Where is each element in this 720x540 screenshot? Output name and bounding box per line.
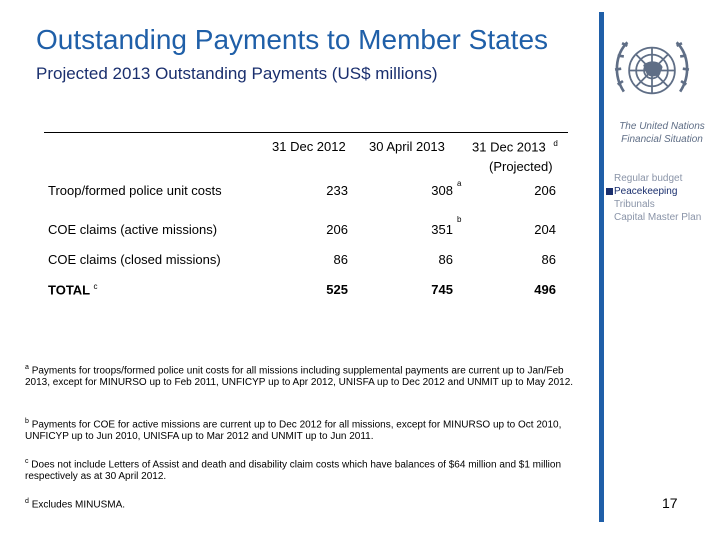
sidebar-nav bbox=[606, 172, 720, 224]
cell-total-dec-2013: 496 bbox=[534, 282, 556, 297]
column-subheader-projected: (Projected) bbox=[489, 159, 553, 174]
footnote-a-text: Payments for troops/formed police unit costs for all missions including supplemental payments are current up to Jan/Feb 2013, except for MINURSO up to Feb 2011, UNFICYP up to Apr 2012, UNISFA up to Dec 2012 and UNMIT up to May 2012. bbox=[25, 365, 574, 389]
total-label: TOTAL bbox=[48, 282, 90, 298]
footnote-d-marker: d bbox=[25, 498, 29, 505]
cell-coe-active-april-2013: 351 bbox=[431, 222, 453, 237]
sidebar-item-peacekeeping[interactable]: Peacekeeping bbox=[606, 185, 720, 198]
column-header-dec-2013-label: 31 Dec 2013 bbox=[472, 139, 546, 155]
sidebar-item-tribunals[interactable]: Tribunals bbox=[614, 199, 655, 210]
vertical-divider bbox=[599, 12, 604, 522]
row-label-coe-closed: COE claims (closed missions) bbox=[48, 252, 221, 267]
footnote-c-marker: c bbox=[25, 458, 29, 465]
row-label-troop-costs: Troop/formed police unit costs bbox=[48, 183, 222, 198]
cell-coe-closed-dec-2013: 86 bbox=[541, 252, 556, 267]
footnote-b-text: Payments for COE for active missions are current up to Dec 2012 for all missions, except for MINURSO up to Oct 2010, UNFICYP up to Jun 2010, UNISFA up to Mar 2012 and UNMIT up to Jun 2011. bbox=[25, 419, 562, 443]
footnote-marker-d: d bbox=[553, 139, 558, 148]
footnote-c bbox=[25, 456, 580, 483]
sidebar-item-capital-master-plan[interactable]: Capital Master Plan bbox=[614, 212, 702, 223]
column-header-dec-2012: 31 Dec 2012 bbox=[272, 139, 346, 154]
cell-troop-dec-2012: 233 bbox=[326, 183, 348, 198]
footnote-marker-a: a bbox=[457, 179, 462, 188]
footnote-b-marker: b bbox=[25, 418, 29, 425]
row-label-total bbox=[48, 282, 98, 297]
cell-coe-active-dec-2012: 206 bbox=[326, 222, 348, 237]
cell-coe-closed-april-2013: 86 bbox=[438, 252, 453, 267]
footnote-marker-c: c bbox=[93, 282, 98, 291]
cell-coe-closed-dec-2012: 86 bbox=[333, 252, 348, 267]
page-number: 17 bbox=[662, 495, 678, 511]
footnote-c-text: Does not include Letters of Assist and death and disability claim costs which have balances of $64 million and $1 million respectively as at 30 April 2012. bbox=[25, 459, 562, 483]
cell-total-april-2013: 745 bbox=[431, 282, 453, 297]
column-header-dec-2013 bbox=[472, 139, 558, 154]
sidebar-title: The United Nations Financial Situation bbox=[619, 121, 705, 145]
footnote-b bbox=[25, 416, 580, 443]
table-top-rule bbox=[44, 132, 568, 133]
cell-coe-active-dec-2013: 204 bbox=[534, 222, 556, 237]
sidebar-item-regular-budget[interactable]: Regular budget bbox=[614, 173, 683, 184]
column-header-april-2013: 30 April 2013 bbox=[369, 139, 445, 154]
cell-total-dec-2012: 525 bbox=[326, 282, 348, 297]
row-label-coe-active: COE claims (active missions) bbox=[48, 222, 218, 237]
footnote-d-text: Excludes MINUSMA. bbox=[31, 499, 126, 511]
footnote-marker-b: b bbox=[457, 215, 462, 224]
cell-troop-dec-2013: 206 bbox=[534, 183, 556, 198]
cell-troop-april-2013: 308 bbox=[431, 183, 453, 198]
un-emblem-icon bbox=[608, 30, 696, 118]
page-title: Outstanding Payments to Member States bbox=[36, 24, 549, 55]
page-subtitle: Projected 2013 Outstanding Payments (US$ millions) bbox=[36, 64, 438, 83]
footnote-a-marker: a bbox=[25, 364, 29, 371]
footnote-a bbox=[25, 362, 580, 389]
footnote-d bbox=[25, 496, 580, 511]
